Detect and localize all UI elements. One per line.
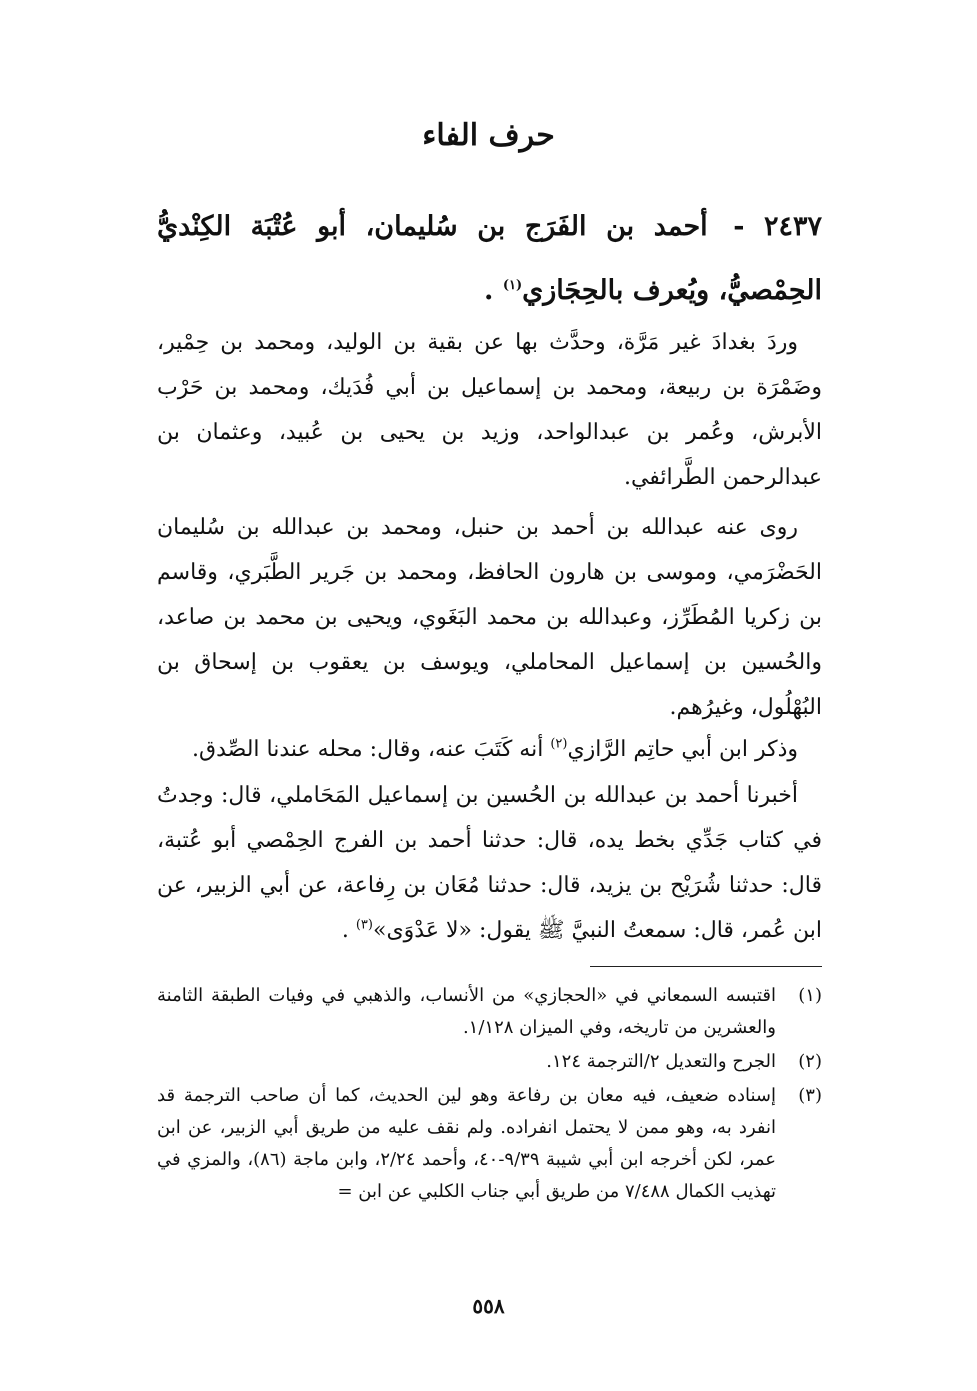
footnote-ref-2[interactable]: (٢) <box>550 736 568 752</box>
paragraph-text-end: . <box>341 918 349 943</box>
footnote-mark: (٣) <box>798 1085 822 1106</box>
footnote-text: اقتبسه السمعاني في «الحجازي» من الأنساب، والذهبي في وفيات الطبقة الثامنة والعشرين من تاريخه، وفي الميزان ١/١٢٨. <box>157 985 776 1038</box>
footnote-divider <box>590 966 822 967</box>
footnote-ref-1[interactable]: (١) <box>502 278 523 293</box>
footnote-text: الجرح والتعديل ٢/الترجمة ١٢٤. <box>546 1051 776 1072</box>
footnotes <box>157 980 822 1210</box>
paragraph-text-part: وذكر ابن أبي حاتِم الرَّازي <box>567 737 798 762</box>
paragraph-text: روى عنه عبدالله بن أحمد بن حنبل، ومحمد بن عبدالله بن سُليمان الحَضْرَمي، وموسى بن هارون الحافظ، ومحمد بن جَرير الطَّبَري، وقاسم بن زكريا المُطَرِّز، وعبدالله بن محمد البَغَوي، ويحيى بن محمد بن صاعد، والحُسين بن إسماعيل المحاملي، ويوسف بن يعقوب بن إسحاق بن البُهْلُول، وغيرُهم. <box>157 515 822 720</box>
paragraph-visits <box>157 320 822 500</box>
entry-heading-end: . <box>484 275 494 306</box>
footnote-mark: (١) <box>798 985 822 1006</box>
paragraph-text-part: أنه كَتَبَ عنه، وقال: محله عندنا الصِّدق. <box>192 737 551 762</box>
entry-heading-text: أحمد بن الفَرَج بن سُليمان، أبو عُتْبَة الكِنْديُّ الحِمْصيُّ، ويُعرف بالحِجَازي <box>157 211 822 306</box>
paragraph-text <box>157 727 822 772</box>
paragraph-text-part: أخبرنا أحمد بن عبدالله بن الحُسين بن إسماعيل المَحَاملي، قال: وجدتُ في كتاب جَدِّي بخط يده، قال: حدثنا أحمد بن الفرج الحِمْصي أبو عُتبة، قال: حدثنا شُرَيْح بن يزيد، قال: حدثنا مُعَان بن رِفاعة، عن أبي الزبير، عن ابن عُمر، قال: سمعتُ النبيَّ ﷺ يقول: «لا عَدْوَى» <box>157 783 822 943</box>
paragraph-narrators <box>157 505 822 730</box>
footnote-2 <box>157 1046 822 1078</box>
entry-number: ٢٤٣٧ - <box>733 211 822 242</box>
footnote-1 <box>157 980 822 1044</box>
footnote-mark: (٢) <box>798 1051 822 1072</box>
footnote-3 <box>157 1080 822 1208</box>
footnote-text: إسناده ضعيف، فيه معان بن رفاعة وهو لين الحديث، كما أن صاحب الترجمة قد انفرد به، وهو ممن لا يحتمل انفراده. ولم نقف عليه من طريق أبي الزبير، عن ابن عمر، لكن أخرجه ابن أبي شيبة ٩/٣٩-٤٠، وأحمد ٢/٢٤، وابن ماجة (٨٦)، والمزي في تهذيب الكمال ٧/٤٨٨ من طريق أبي جناب الكلبي عن ابن = <box>157 1085 776 1202</box>
paragraph-hadith <box>157 773 822 953</box>
page-number: ٥٥٨ <box>472 1294 505 1318</box>
paragraph-text: وردَ بغدادَ غير مَرَّة، وحدَّث بها عن بقية بن الوليد، ومحمد بن حِمْير، وضَمْرَة بن ربيعة، ومحمد بن إسماعيل بن أبي فُدَيك، ومحمد بن حَرْب الأبرش، وعُمر بن عبدالواحد، وزيد بن يحيى بن عُبيد، وعثمان بن عبدالرحمن الطَّرائفي. <box>157 330 822 490</box>
footnote-ref-3[interactable]: (٣) <box>355 917 373 933</box>
paragraph-text <box>157 773 822 953</box>
paragraph-assessment <box>157 727 822 772</box>
entry-heading <box>157 195 822 323</box>
chapter-title: حرف الفاء <box>422 118 555 153</box>
